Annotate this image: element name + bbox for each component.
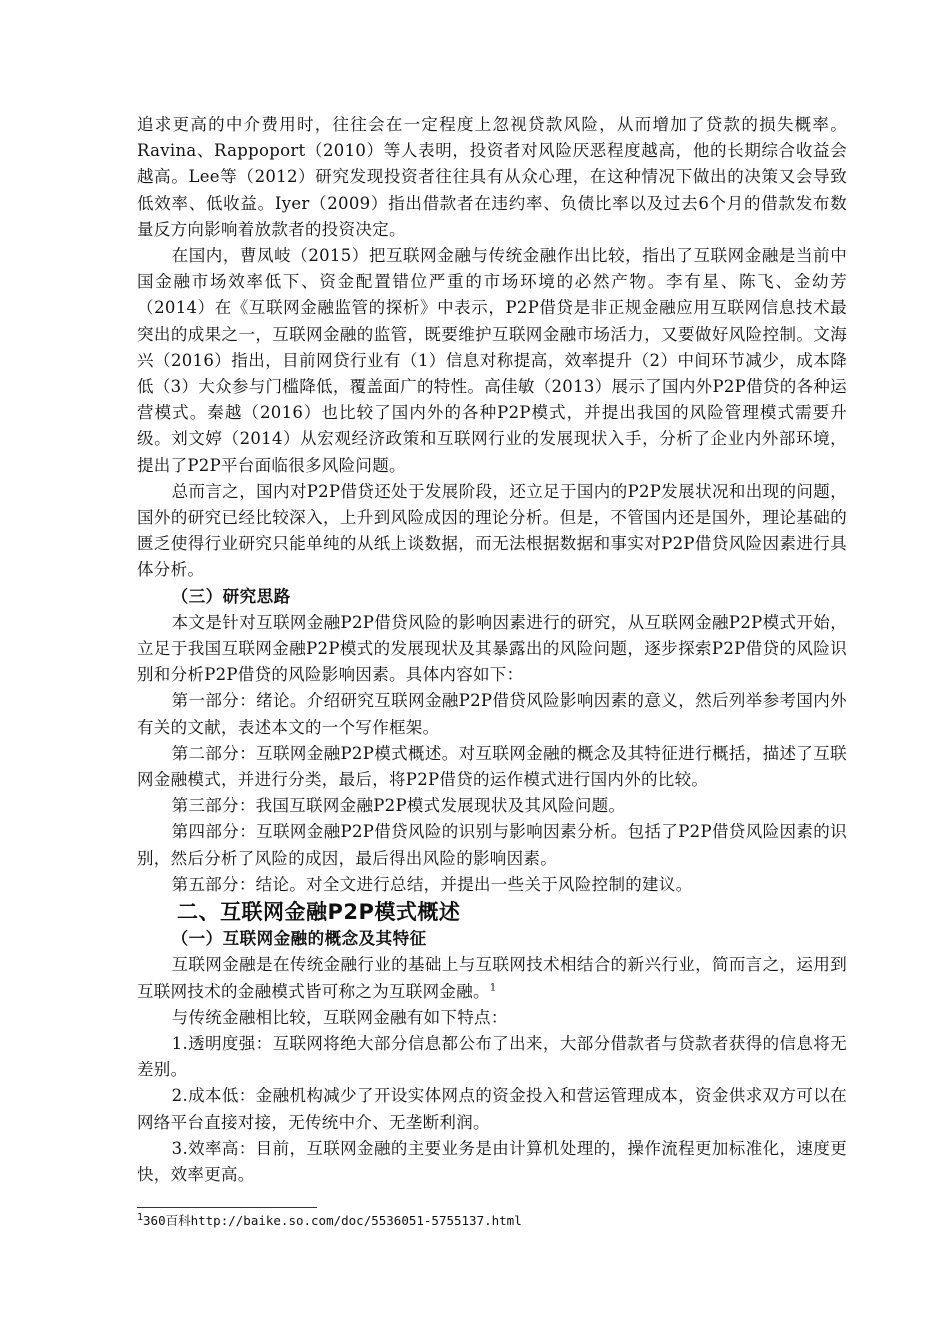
paragraph-foreign-research: 追求更高的中介费用时，往往会在一定程度上忽视贷款风险，从而增加了贷款的损失概率。Ravina、Rappoport（2010）等人表明，投资者对风险厌恶程度越高，他的长期综合收益会越高。Lee等（2012）研究发现投资者往往具有从众心理，在这种情况下做出的决策又会导致低效率、低收益。Iyer（2009）指出借款者在违约率、负债比率以及过去6个月的借款发布数量反方向影响着放款者的投资决定。 [137, 115, 847, 239]
footnote-divider [137, 1207, 317, 1208]
footnote-mark: 1 [137, 1211, 144, 1223]
paragraph-definition [137, 952, 847, 1004]
definition-text: 互联网金融是在传统金融行业的基础上与互联网技术相结合的新兴行业，简而言之，运用到互联网技术的金融模式皆可称之为互联网金融。 [137, 955, 847, 1001]
document-body [137, 112, 847, 1188]
paragraph-summary: 总而言之，国内对P2P借贷还处于发展阶段，还立足于国内的P2P发展状况和出现的问题，国外的研究已经比较深入，上升到风险成因的理论分析。但是，不管国内还是国外，理论基础的匮乏使得行业研究只能单纯的从纸上谈数据，而无法根据数据和事实对P2P借贷风险因素进行具体分析。 [137, 481, 847, 580]
footnote-reference[interactable]: 1 [489, 982, 497, 993]
heading-research-approach: （三）研究思路 [171, 586, 291, 606]
paragraph-part-five: 第五部分：结论。对全文进行总结，并提出一些关于风险控制的建议。 [171, 874, 693, 894]
paragraph-domestic-research: 在国内，曹凤岐（2015）把互联网金融与传统金融作出比较，指出了互联网金融是当前中国金融市场效率低下、资金配置错位严重的市场环境的必然产物。李有星、陈飞、金幼芳（2014）在《互联网金融监管的探析》中表示，P2P借贷是非正规金融应用互联网信息技术最突出的成果之一，互联网金融的监管，既要维护互联网金融市场活力，又要做好风险控制。文海兴（2016）指出，目前网贷行业有（1）信息对称提高，效率提升（2）中间环节减少，成本降低（3）大众参与门槛降低，覆盖面广的特性。高佳敏（2013）展示了国内外P2P借贷的各种运营模式。秦越（2016）也比较了国内外的各种P2P模式，并提出我国的风险管理模式需要升级。刘文婷（2014）从宏观经济政策和互联网行业的发展现状入手，分析了企业内外部环境，提出了P2P平台面临很多风险问题。 [137, 246, 847, 475]
paragraph-part-one: 第一部分：绪论。介绍研究互联网金融P2P借贷风险影响因素的意义，然后列举参考国内外有关的文献，表述本文的一个写作框架。 [137, 691, 847, 737]
paragraph-comparison: 与传统金融相比较，互联网金融有如下特点： [171, 1007, 508, 1027]
paragraph-part-four: 第四部分：互联网金融P2P借贷风险的识别与影响因素分析。包括了P2P借贷风险因素的识别，然后分析了风险的成因，最后得出风险的影响因素。 [137, 822, 847, 868]
paragraph-part-three: 第三部分：我国互联网金融P2P模式发展现状及其风险问题。 [171, 796, 626, 816]
list-item-low-cost: 2.成本低：金融机构减少了开设实体网点的资金投入和营运管理成本，资金供求双方可以在网络平台直接对接，无传统中介、无垄断利润。 [137, 1086, 847, 1132]
paragraph-research-intro: 本文是针对互联网金融P2P借贷风险的影响因素进行的研究，从互联网金融P2P模式开始，立足于我国互联网金融P2P模式的发展现状及其暴露出的风险问题，逐步探索P2P借贷的风险识别和分析P2P借贷的风险影响因素。具体内容如下： [137, 612, 847, 685]
list-item-high-efficiency: 3.效率高：目前，互联网金融的主要业务是由计算机处理的，操作流程更加标准化，速度更快，效率更高。 [137, 1138, 847, 1184]
paragraph-part-two: 第二部分：互联网金融P2P模式概述。对互联网金融的概念及其特征进行概括，描述了互联网金融模式，并进行分类，最后，将P2P借贷的运作模式进行国内外的比较。 [137, 743, 847, 790]
footnote-text[interactable]: 360百科http://baike.so.com/doc/5536051-5755137.html [143, 1213, 522, 1228]
heading-concept-features: （一）互联网金融的概念及其特征 [171, 929, 427, 949]
list-item-transparency: 1.透明度强：互联网将绝大部分信息都公布了出来，大部分借款者与贷款者获得的信息将无差别。 [137, 1033, 847, 1080]
heading-section-two: 二、互联网金融P2P模式概述 [177, 900, 461, 925]
footnote [137, 1212, 847, 1230]
